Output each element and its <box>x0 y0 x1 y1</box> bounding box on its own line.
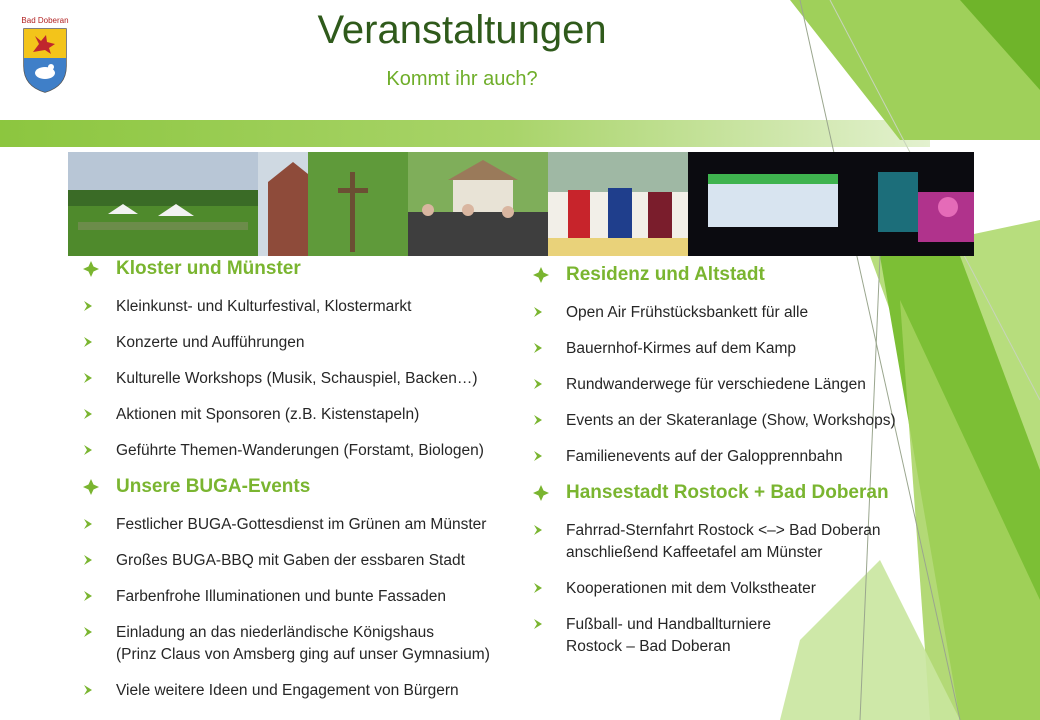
list-item <box>80 332 530 354</box>
item-text: Einladung an das niederländische Königshaus <box>116 624 434 641</box>
list-item <box>80 680 530 702</box>
item-text: Aktionen mit Sponsoren (z.B. Kistenstapeln) <box>116 406 420 423</box>
arrow-bullet-icon <box>533 378 543 390</box>
item-text: Rundwanderwege für verschiedene Längen <box>566 376 866 393</box>
arrow-bullet-icon <box>83 518 93 530</box>
item-text: Farbenfrohe Illuminationen und bunte Fassaden <box>116 588 447 605</box>
right-column <box>530 264 930 672</box>
arrow-bullet-icon <box>533 342 543 354</box>
item-text: Events an der Skateranlage (Show, Workshops) <box>566 412 896 429</box>
arrow-bullet-icon <box>533 582 543 594</box>
left-column <box>80 258 530 716</box>
list-item <box>80 368 530 390</box>
item-text: Fußball- und Handballturniere <box>566 616 772 633</box>
list-item <box>530 374 930 396</box>
arrow-bullet-icon <box>83 444 93 456</box>
item-text: Geführte Themen-Wanderungen (Forstamt, Biologen) <box>116 442 484 459</box>
section-title-kloster: Kloster und Münster <box>116 258 301 279</box>
photo-church-cross <box>258 152 408 256</box>
list-item <box>80 404 530 426</box>
item-text-line-2: (Prinz Claus von Amsberg ging auf unser Gymnasium) <box>116 646 490 663</box>
arrow-bullet-icon <box>83 300 93 312</box>
arrow-bullet-icon <box>533 414 543 426</box>
photo-festival-meadow <box>68 152 258 256</box>
arrow-bullet-icon <box>83 408 93 420</box>
section-title-residenz: Residenz und Altstadt <box>566 264 765 285</box>
item-text: Großes BUGA-BBQ mit Gaben der essbaren Stadt <box>116 552 465 569</box>
list-item <box>530 614 930 658</box>
section-heading <box>530 264 930 294</box>
arrow-bullet-icon <box>533 306 543 318</box>
arrow-bullet-icon <box>533 450 543 462</box>
arrow-bullet-icon <box>83 372 93 384</box>
photo-costume-party <box>548 152 688 256</box>
item-text: Familienevents auf der Galopprennbahn <box>566 448 843 465</box>
section-title-rostock: Hansestadt Rostock + Bad Doberan <box>566 482 889 503</box>
item-text: Konzerte und Aufführungen <box>116 334 305 351</box>
photo-strip <box>68 152 974 256</box>
item-text-line-2: Rostock – Bad Doberan <box>566 638 731 655</box>
list-item <box>530 410 930 432</box>
list-item <box>80 296 530 318</box>
arrow-bullet-icon <box>83 590 93 602</box>
section-title-buga: Unsere BUGA-Events <box>116 476 311 497</box>
list-item <box>80 586 530 608</box>
list-item <box>530 578 930 600</box>
diamond-bullet-icon <box>532 266 550 284</box>
list-item <box>80 550 530 572</box>
photo-night-illumination <box>688 152 974 256</box>
list-item <box>530 302 930 324</box>
arrow-bullet-icon <box>83 554 93 566</box>
arrow-bullet-icon <box>83 684 93 696</box>
list-item <box>530 338 930 360</box>
page-title: Veranstaltungen <box>317 8 607 52</box>
item-text: Festlicher BUGA-Gottesdienst im Grünen am Münster <box>116 516 487 533</box>
item-text: Open Air Frühstücksbankett für alle <box>566 304 809 321</box>
logo-caption: Bad Doberan <box>21 16 69 25</box>
header-bar <box>0 120 930 147</box>
item-text-line-2: anschließend Kaffeetafel am Münster <box>566 544 823 561</box>
arrow-bullet-icon <box>83 336 93 348</box>
section-heading <box>80 258 530 288</box>
item-text: Kooperationen mit dem Volkstheater <box>566 580 816 597</box>
item-text: Fahrrad-Sternfahrt Rostock <–> Bad Doberan <box>566 522 881 539</box>
item-text: Kleinkunst- und Kulturfestival, Klostermarkt <box>116 298 412 315</box>
item-text: Viele weitere Ideen und Engagement von Bürgern <box>116 682 459 699</box>
section-heading <box>530 482 930 512</box>
arrow-bullet-icon <box>533 618 543 630</box>
list-item <box>530 520 930 564</box>
arrow-bullet-icon <box>83 626 93 638</box>
photo-pavilion-dance <box>408 152 548 256</box>
list-item <box>80 622 530 666</box>
section-heading <box>80 476 530 506</box>
item-text: Kulturelle Workshops (Musik, Schauspiel, Backen…) <box>116 370 478 387</box>
diamond-bullet-icon <box>82 260 100 278</box>
list-item <box>80 440 530 462</box>
list-item <box>80 514 530 536</box>
page-subtitle: Kommt ihr auch? <box>386 68 538 90</box>
arrow-bullet-icon <box>533 524 543 536</box>
list-item <box>530 446 930 468</box>
item-text: Bauernhof-Kirmes auf dem Kamp <box>566 340 797 357</box>
diamond-bullet-icon <box>82 478 100 496</box>
diamond-bullet-icon <box>532 484 550 502</box>
